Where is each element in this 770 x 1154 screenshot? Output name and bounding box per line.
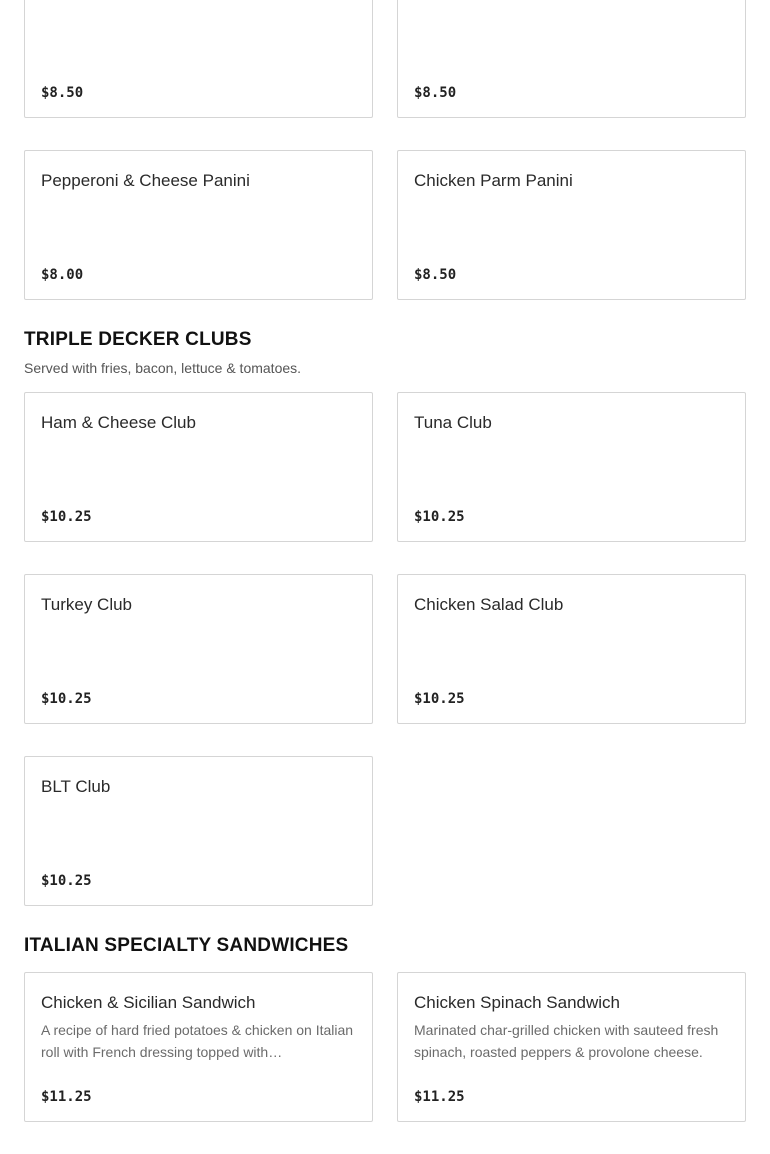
menu-item-name: Chicken Salad Club [414,595,564,614]
section-title: ITALIAN SPECIALTY SANDWICHES [24,935,349,956]
menu-item-name: Chicken & Sicilian Sandwich [41,993,256,1012]
menu-item-card[interactable] [24,756,373,906]
menu-item-name: Tuna Club [414,413,492,432]
menu-item-card[interactable] [24,0,373,118]
menu-row [0,392,770,542]
section-header-italian [0,934,770,958]
menu-item-price: $10.25 [41,509,92,525]
menu-row [0,972,770,1122]
menu-item-card[interactable] [24,150,373,300]
menu-item-name: Turkey Club [41,595,133,614]
menu-item-description: Marinated char-grilled chicken with sauteed fresh spinach, roasted peppers & provolone cheese. [414,1022,719,1060]
menu-item-price: $10.25 [41,691,92,707]
menu-row [0,150,770,300]
section-title: TRIPLE DECKER CLUBS [24,329,252,350]
section-subtitle: Served with fries, bacon, lettuce & tomatoes. [24,360,302,376]
menu-item-card[interactable] [24,392,373,542]
menu-item-card[interactable] [397,972,746,1122]
menu-item-price: $8.00 [41,267,84,283]
menu-item-price: $8.50 [414,85,457,101]
menu-item-name: BLT Club [41,777,111,796]
menu-item-card[interactable] [397,0,746,118]
menu-item-name: Chicken Spinach Sandwich [414,993,621,1012]
menu-item-price: $10.25 [414,691,465,707]
menu-item-card[interactable] [24,972,373,1122]
menu-item-card[interactable] [397,150,746,300]
menu-item-name: Chicken Parm Panini [414,171,573,190]
menu-item-price: $11.25 [414,1089,465,1105]
menu-item-name: Ham & Cheese Club [41,413,196,432]
menu-row [0,0,770,118]
menu-item-card[interactable] [24,574,373,724]
menu-item-price: $8.50 [41,85,84,101]
menu-item-price: $11.25 [41,1089,92,1105]
section-header-clubs [0,328,770,378]
menu-item-card[interactable] [397,392,746,542]
menu-item-description: A recipe of hard fried potatoes & chicken on Italian roll with French dressing topped with… [41,1022,354,1060]
menu-item-card[interactable] [397,574,746,724]
menu-item-price: $8.50 [414,267,457,283]
menu-row [0,756,770,906]
menu-row [0,574,770,724]
menu-item-price: $10.25 [414,509,465,525]
menu-item-name: Pepperoni & Cheese Panini [41,171,250,190]
menu-item-price: $10.25 [41,873,92,889]
